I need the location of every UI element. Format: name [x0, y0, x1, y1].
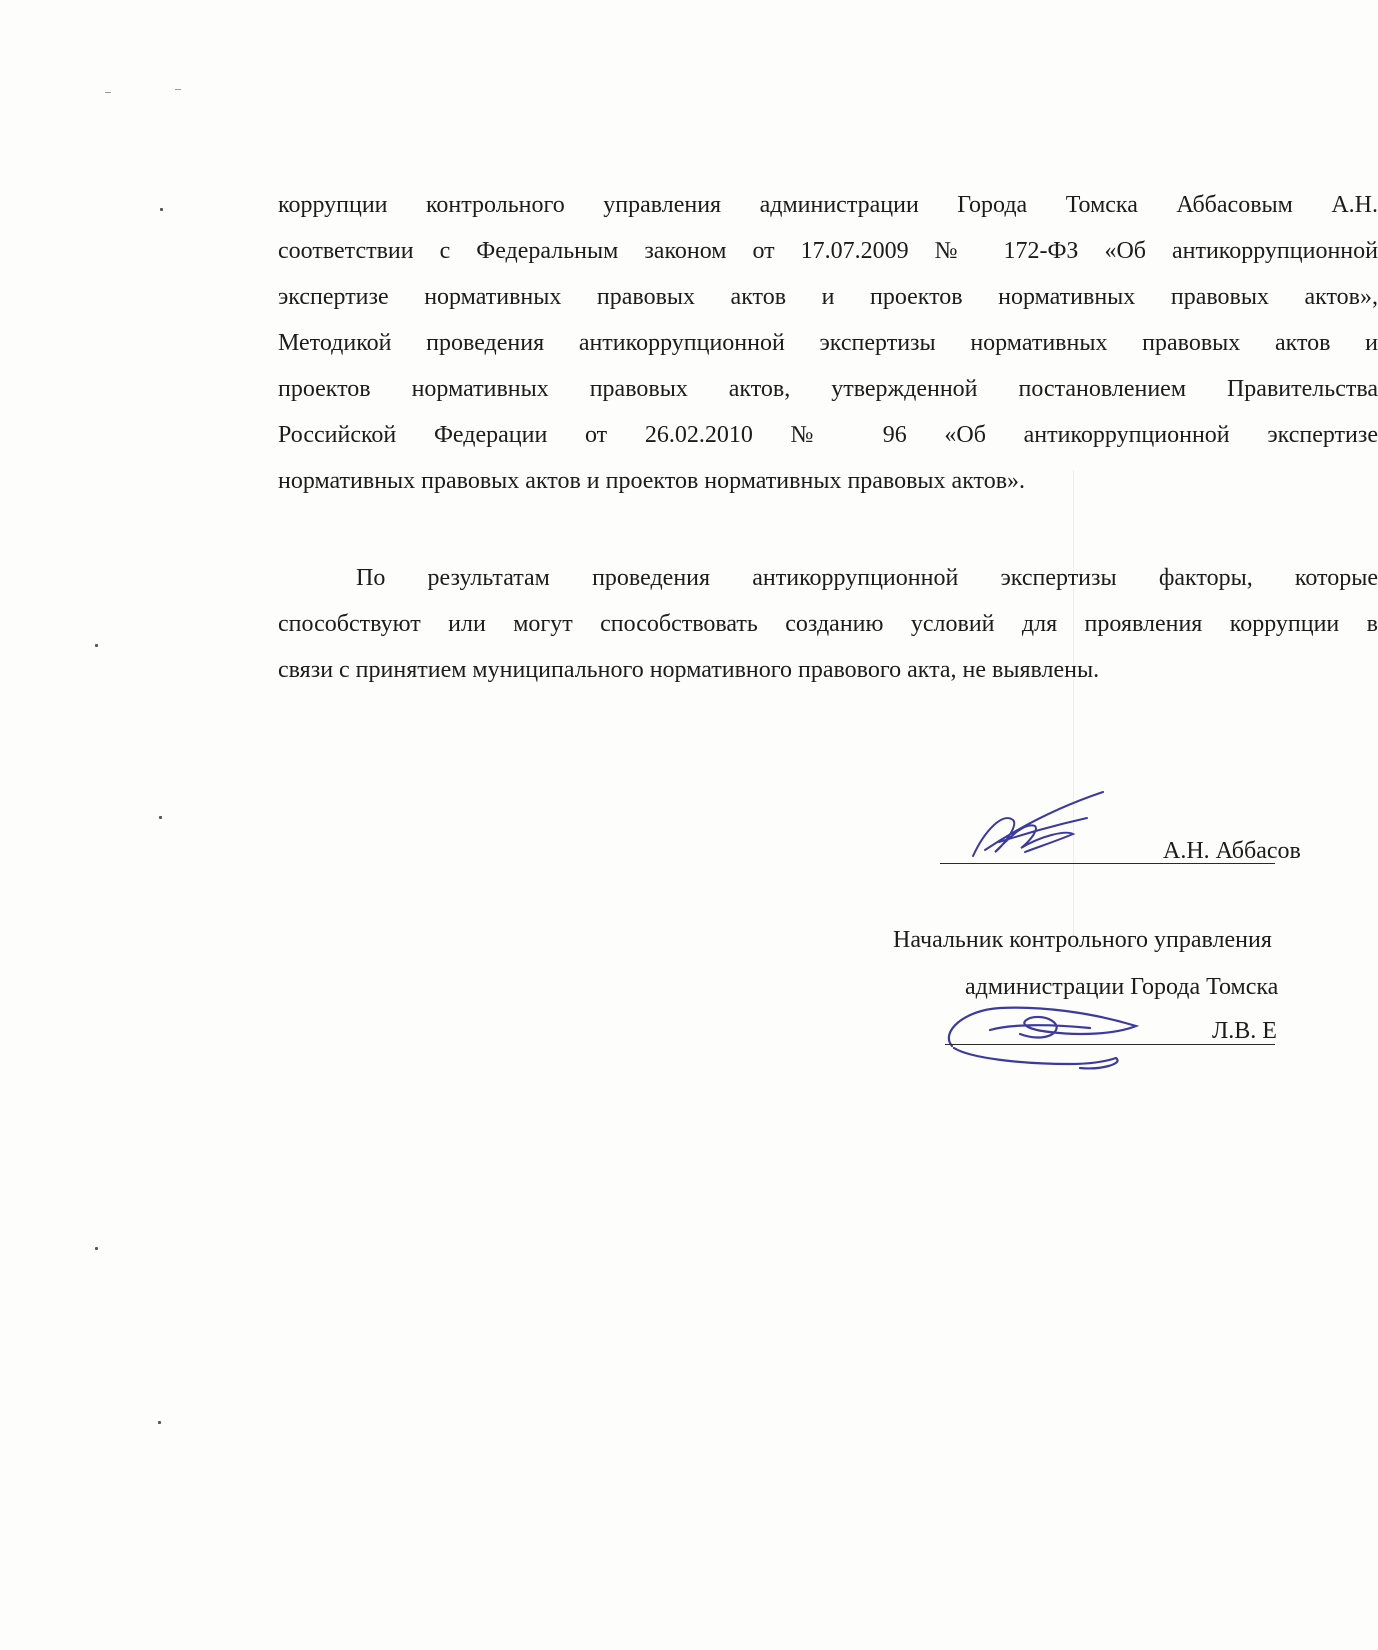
- text-line: соответствии с Федеральным законом от 17.07.2009 № 172-ФЗ «Об антикоррупционной: [278, 238, 1378, 264]
- scan-fold-line: [1073, 470, 1074, 950]
- position-title-line1: Начальник контрольного управления: [893, 927, 1272, 953]
- scan-speck: [158, 1421, 161, 1424]
- scan-speck: [175, 89, 181, 90]
- scan-speck: [159, 816, 162, 819]
- text-line: проектов нормативных правовых актов, утвержденной постановлением Правительства: [278, 376, 1378, 402]
- text-line: По результатам проведения антикоррупционной экспертизы факторы, которые: [356, 565, 1378, 591]
- signatory-1-name: А.Н. Аббасов: [1163, 838, 1301, 864]
- paragraph-conclusion: [278, 555, 1378, 693]
- scan-speck: [105, 92, 111, 93]
- text-line: способствуют или могут способствовать созданию условий для проявления коррупции в: [278, 611, 1378, 637]
- text-line: экспертизе нормативных правовых актов и проектов нормативных правовых актов»,: [278, 284, 1378, 310]
- signatory-2-name: Л.В. Е: [1212, 1018, 1277, 1044]
- scan-speck: [160, 208, 163, 211]
- scan-speck: [95, 1247, 98, 1250]
- text-line: Методикой проведения антикоррупционной экспертизы нормативных правовых актов и: [278, 330, 1378, 356]
- position-title-line2: администрации Города Томска: [965, 974, 1279, 1000]
- paragraph-expertise-basis: [278, 182, 1378, 504]
- text-line: связи с принятием муниципального нормативного правового акта, не выявлены.: [278, 657, 1100, 683]
- scan-speck: [95, 644, 98, 647]
- text-line: Российской Федерации от 26.02.2010 № 96 «Об антикоррупционной экспертизе: [278, 422, 1378, 448]
- handwritten-signature-2: [940, 1002, 1170, 1074]
- text-line: коррупции контрольного управления администрации Города Томска Аббасовым А.Н.: [278, 192, 1378, 218]
- handwritten-signature-1: [955, 790, 1115, 870]
- text-line: нормативных правовых актов и проектов нормативных правовых актов».: [278, 468, 1026, 494]
